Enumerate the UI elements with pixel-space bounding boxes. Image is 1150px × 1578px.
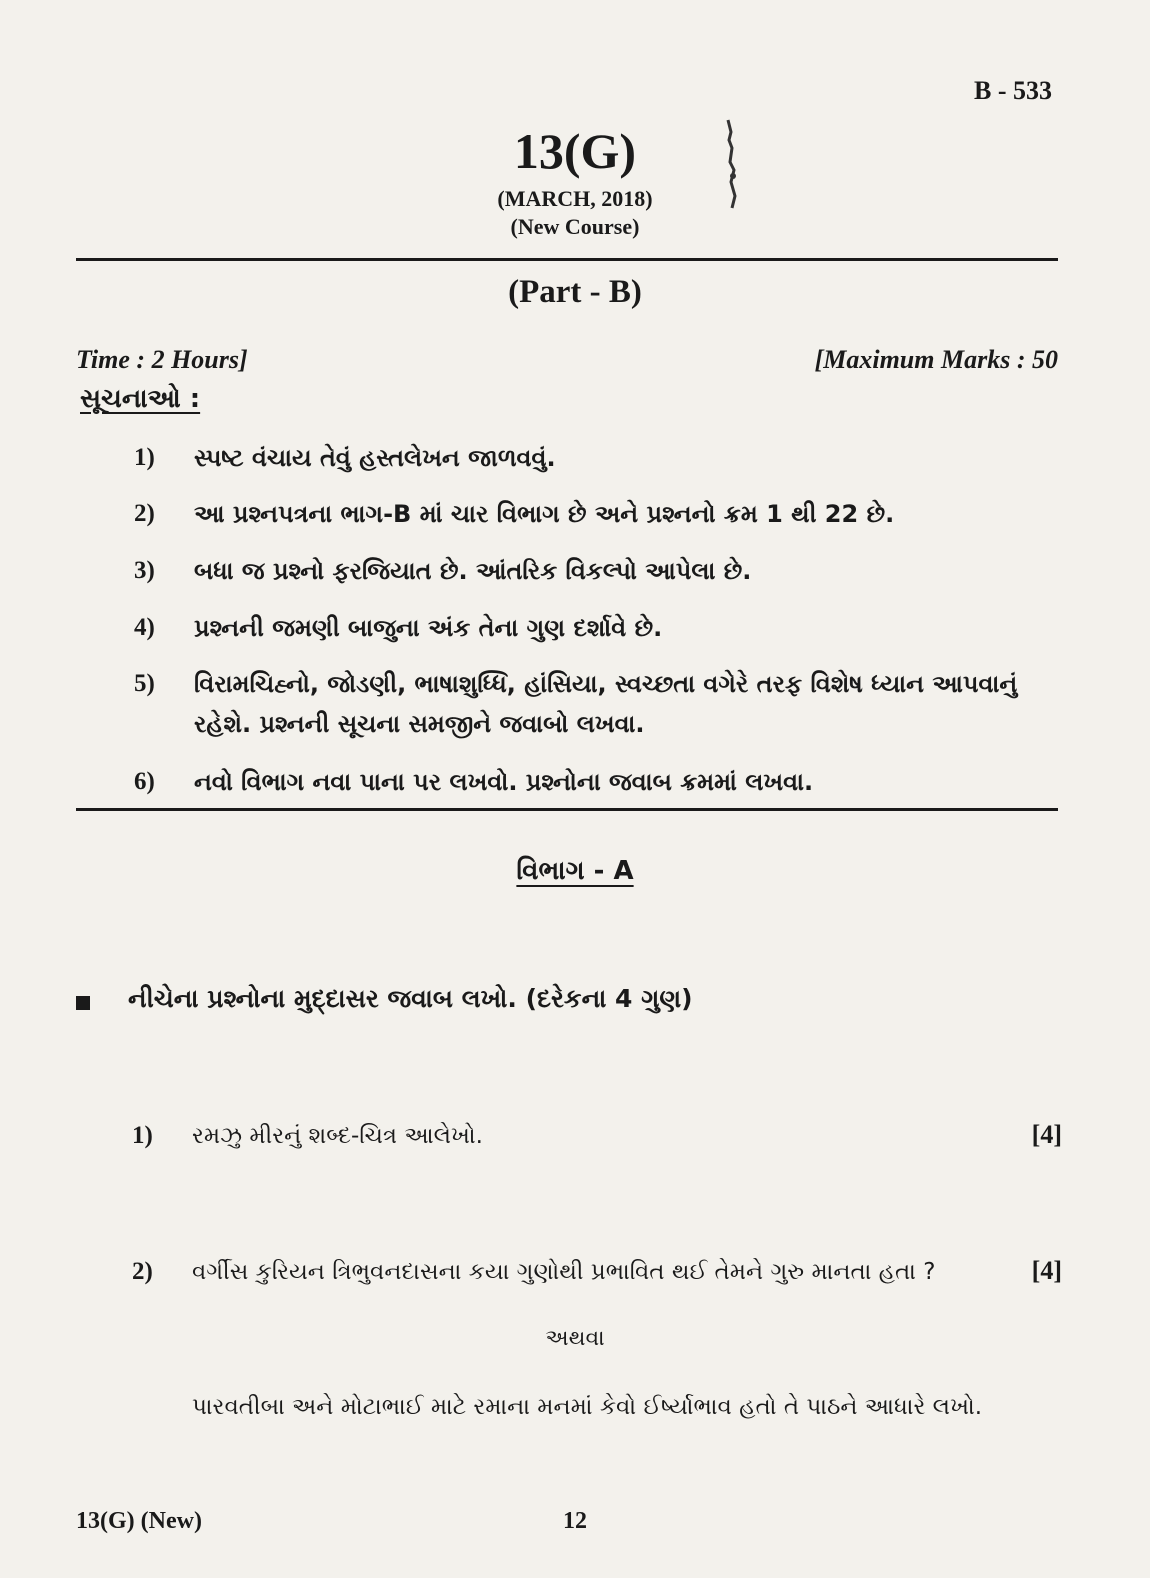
- part-title: (Part - B): [508, 274, 642, 310]
- instruction-number: 4): [134, 614, 155, 641]
- instruction-number: 5): [134, 670, 155, 697]
- page-number: 12: [563, 1508, 587, 1534]
- bottom-divider: [76, 808, 1058, 811]
- section-direction: નીચેના પ્રશ્નોના મુદ્દાસર જવાબ લખો. (દરેકના 4 ગુણ): [128, 984, 693, 1013]
- subject-code: 13(G): [513, 123, 637, 179]
- instruction-text: પ્રશ્નની જમણી બાજુના અંક તેના ગુણ દર્શાવે છે.: [194, 614, 663, 642]
- alternate-question: પારવતીબા અને મોટાભાઈ માટે રમાના મનમાં કેવો ઈર્ષ્યાભાવ હતો તે પાઠને આધારે લખો.: [192, 1394, 983, 1420]
- question-item: [132, 1256, 1062, 1286]
- instruction-text: બધા જ પ્રશ્નો ફરજિયાત છે. આંતરિક વિકલ્પો આપેલા છે.: [194, 557, 752, 585]
- time-label: Time : 2 Hours]: [76, 345, 248, 374]
- question-marks: [4]: [1031, 1120, 1062, 1149]
- instruction-item: [134, 551, 1058, 591]
- question-number: 1): [132, 1122, 153, 1149]
- footer-code: 13(G) (New): [76, 1508, 202, 1534]
- section-title: [0, 856, 1150, 887]
- instruction-text: નવો વિભાગ નવા પાના પર લખવો. પ્રશ્નોના જવાબ ક્રમમાં લખવા.: [194, 768, 814, 796]
- question-text: વર્ગીસ કુરિયન ત્રિભુવનદાસના કયા ગુણોથી પ્રભાવિત થઈ તેમને ગુરુ માનતા હતા ?: [192, 1259, 936, 1285]
- instruction-text: સ્પષ્ટ વંચાય તેવું હસ્તલેખન જાળવવું.: [194, 444, 556, 472]
- max-marks-label: [Maximum Marks : 50: [814, 345, 1058, 374]
- section-title-text: વિભાગ - A: [516, 856, 634, 886]
- instruction-item: [134, 438, 1058, 478]
- question-text: રમઝુ મીરનું શબ્દ-ચિત્ર આલેખો.: [192, 1123, 483, 1149]
- paper-code: B - 533: [974, 76, 1052, 105]
- question-number: 2): [132, 1258, 153, 1285]
- instruction-number: 1): [134, 444, 155, 471]
- instruction-item: [134, 762, 1058, 802]
- instruction-item: [134, 494, 1058, 534]
- top-divider: [76, 258, 1058, 261]
- instruction-text: વિરામચિહ્નો, જોડણી, ભાષાશુધ્ધિ, હાંસિયા, સ્વચ્છતા વગેરે તરફ વિશેષ ધ્યાન આપવાનું રહેશે. પ્રશ્નની સૂચના સમજીને જવાબો લખવા.: [194, 670, 1018, 738]
- question-marks: [4]: [1031, 1256, 1062, 1285]
- instruction-item: [134, 664, 1058, 744]
- exam-date: (MARCH, 2018): [497, 186, 653, 211]
- or-label: અથવા: [545, 1326, 605, 1351]
- instruction-number: 6): [134, 768, 155, 795]
- course-label: (New Course): [510, 214, 640, 239]
- question-item: [132, 1120, 1062, 1150]
- instruction-item: [134, 608, 1058, 648]
- instruction-number: 2): [134, 500, 155, 527]
- square-bullet-icon: [76, 996, 90, 1010]
- instruction-number: 3): [134, 557, 155, 584]
- instruction-text: આ પ્રશ્નપત્રના ભાગ-B માં ચાર વિભાગ છે અને પ્રશ્નનો ક્રમ 1 થી 22 છે.: [194, 500, 895, 528]
- instructions-title: સૂચનાઓ :: [80, 384, 201, 414]
